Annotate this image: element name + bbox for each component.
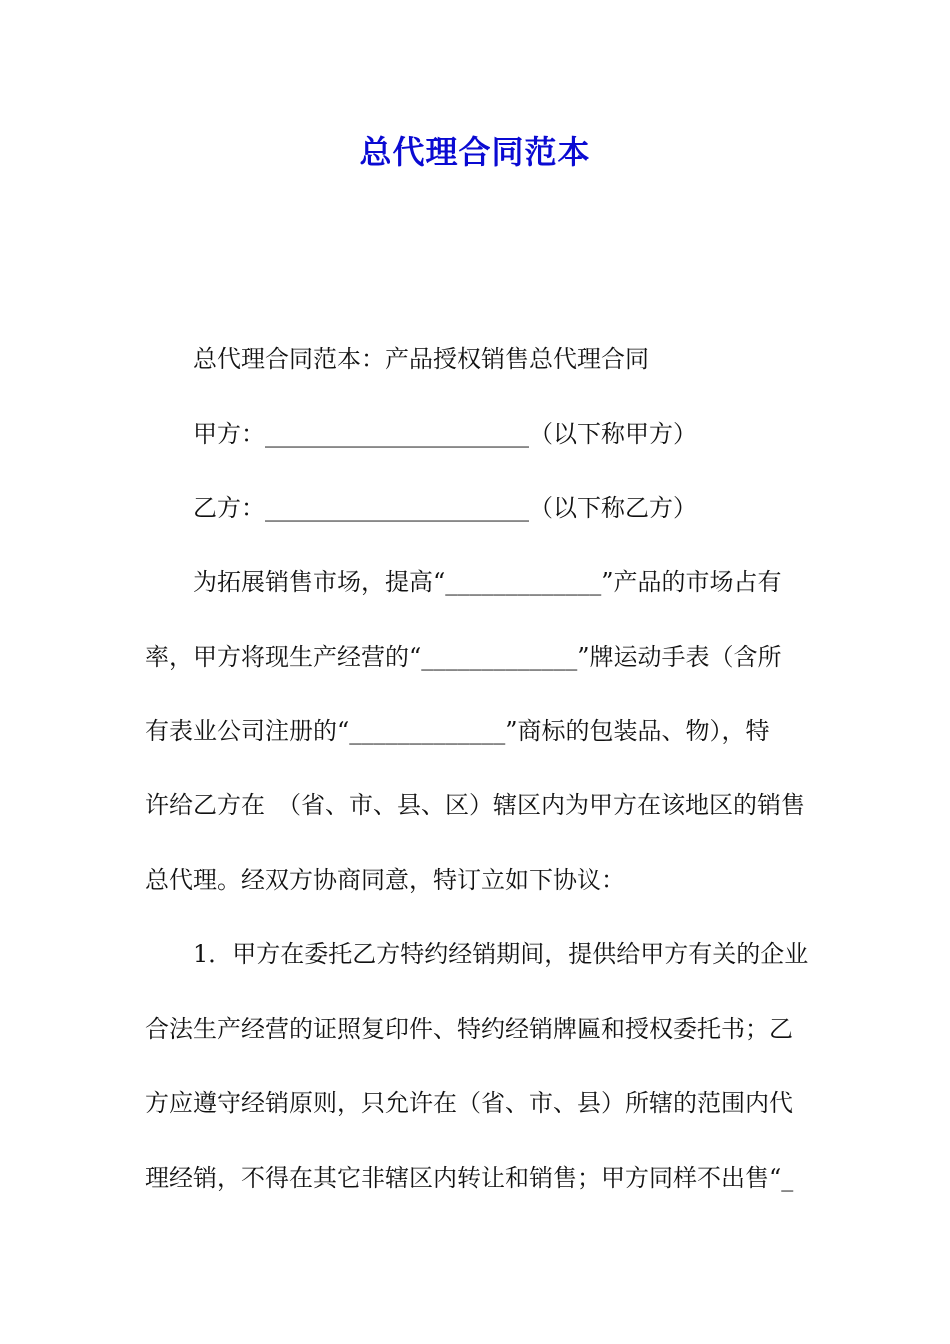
contract-subtitle-line: 总代理合同范本：产品授权销售总代理合同 (193, 345, 649, 373)
body-text-line: 总代理。经双方协商同意，特订立如下协议： (145, 866, 625, 894)
body-text-line: 为拓展销售市场，提高“_____________”产品的市场占有 (193, 568, 782, 596)
document-title: 总代理合同范本 (359, 133, 591, 171)
body-text-line: 率，甲方将现生产经营的“_____________”牌运动手表（含所 (145, 643, 782, 671)
clause-1-line: 1．甲方在委托乙方特约经销期间，提供给甲方有关的企业 (193, 940, 809, 968)
body-text-line: 有表业公司注册的“_____________”商标的包装品、物），特 (145, 717, 770, 745)
party-b-line: 乙方：______________________（以下称乙方） (193, 494, 697, 522)
clause-1-line: 合法生产经营的证照复印件、特约经销牌匾和授权委托书；乙 (145, 1015, 793, 1043)
body-text-line: 许给乙方在 （省、市、县、区）辖区内为甲方在该地区的销售 (145, 791, 805, 819)
clause-1-line: 方应遵守经销原则，只允许在（省、市、县）所辖的范围内代 (145, 1089, 793, 1117)
party-a-line: 甲方：______________________（以下称甲方） (193, 420, 697, 448)
clause-1-line: 理经销，不得在其它非辖区内转让和销售；甲方同样不出售“_ (145, 1164, 794, 1192)
